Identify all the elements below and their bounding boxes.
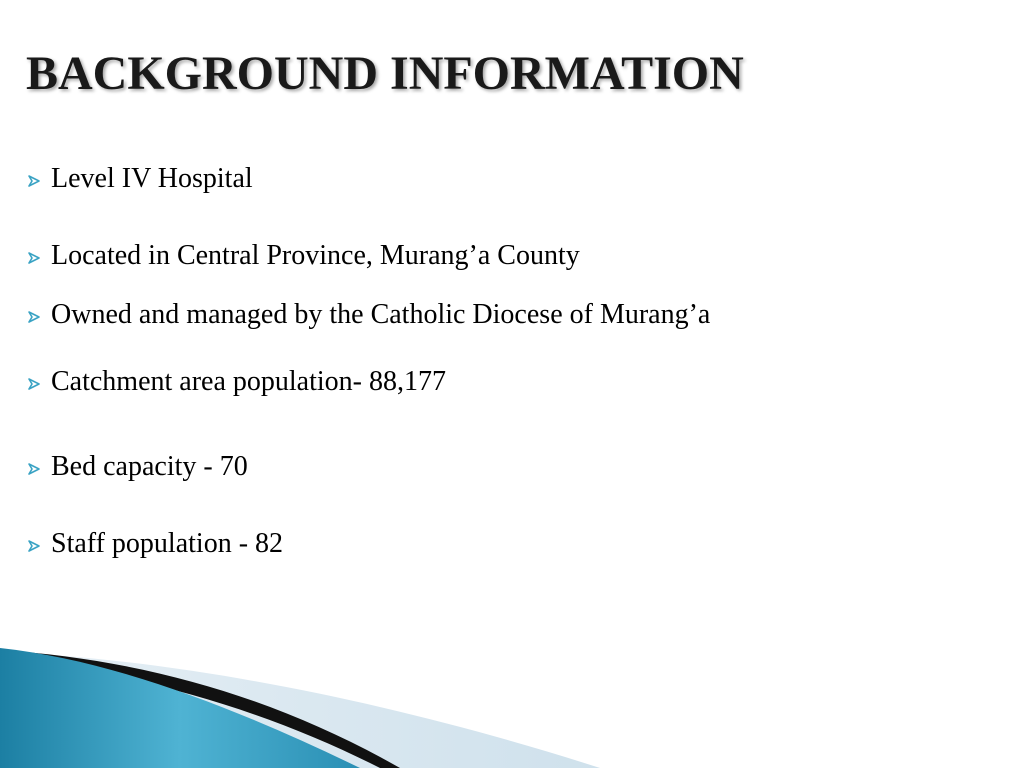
bullet-text: Bed capacity - 70 (51, 451, 248, 482)
bullet-text: Catchment area population- 88,177 (51, 366, 446, 397)
slide-title: BACKGROUND INFORMATION (26, 47, 744, 100)
bullet-text: Located in Central Province, Murang’a County (51, 240, 580, 271)
bullet-text: Owned and managed by the Catholic Diocese of Murang’a (51, 299, 711, 330)
bullet-text: Level IV Hospital (51, 163, 253, 194)
bullet-text: Staff population - 82 (51, 528, 284, 559)
